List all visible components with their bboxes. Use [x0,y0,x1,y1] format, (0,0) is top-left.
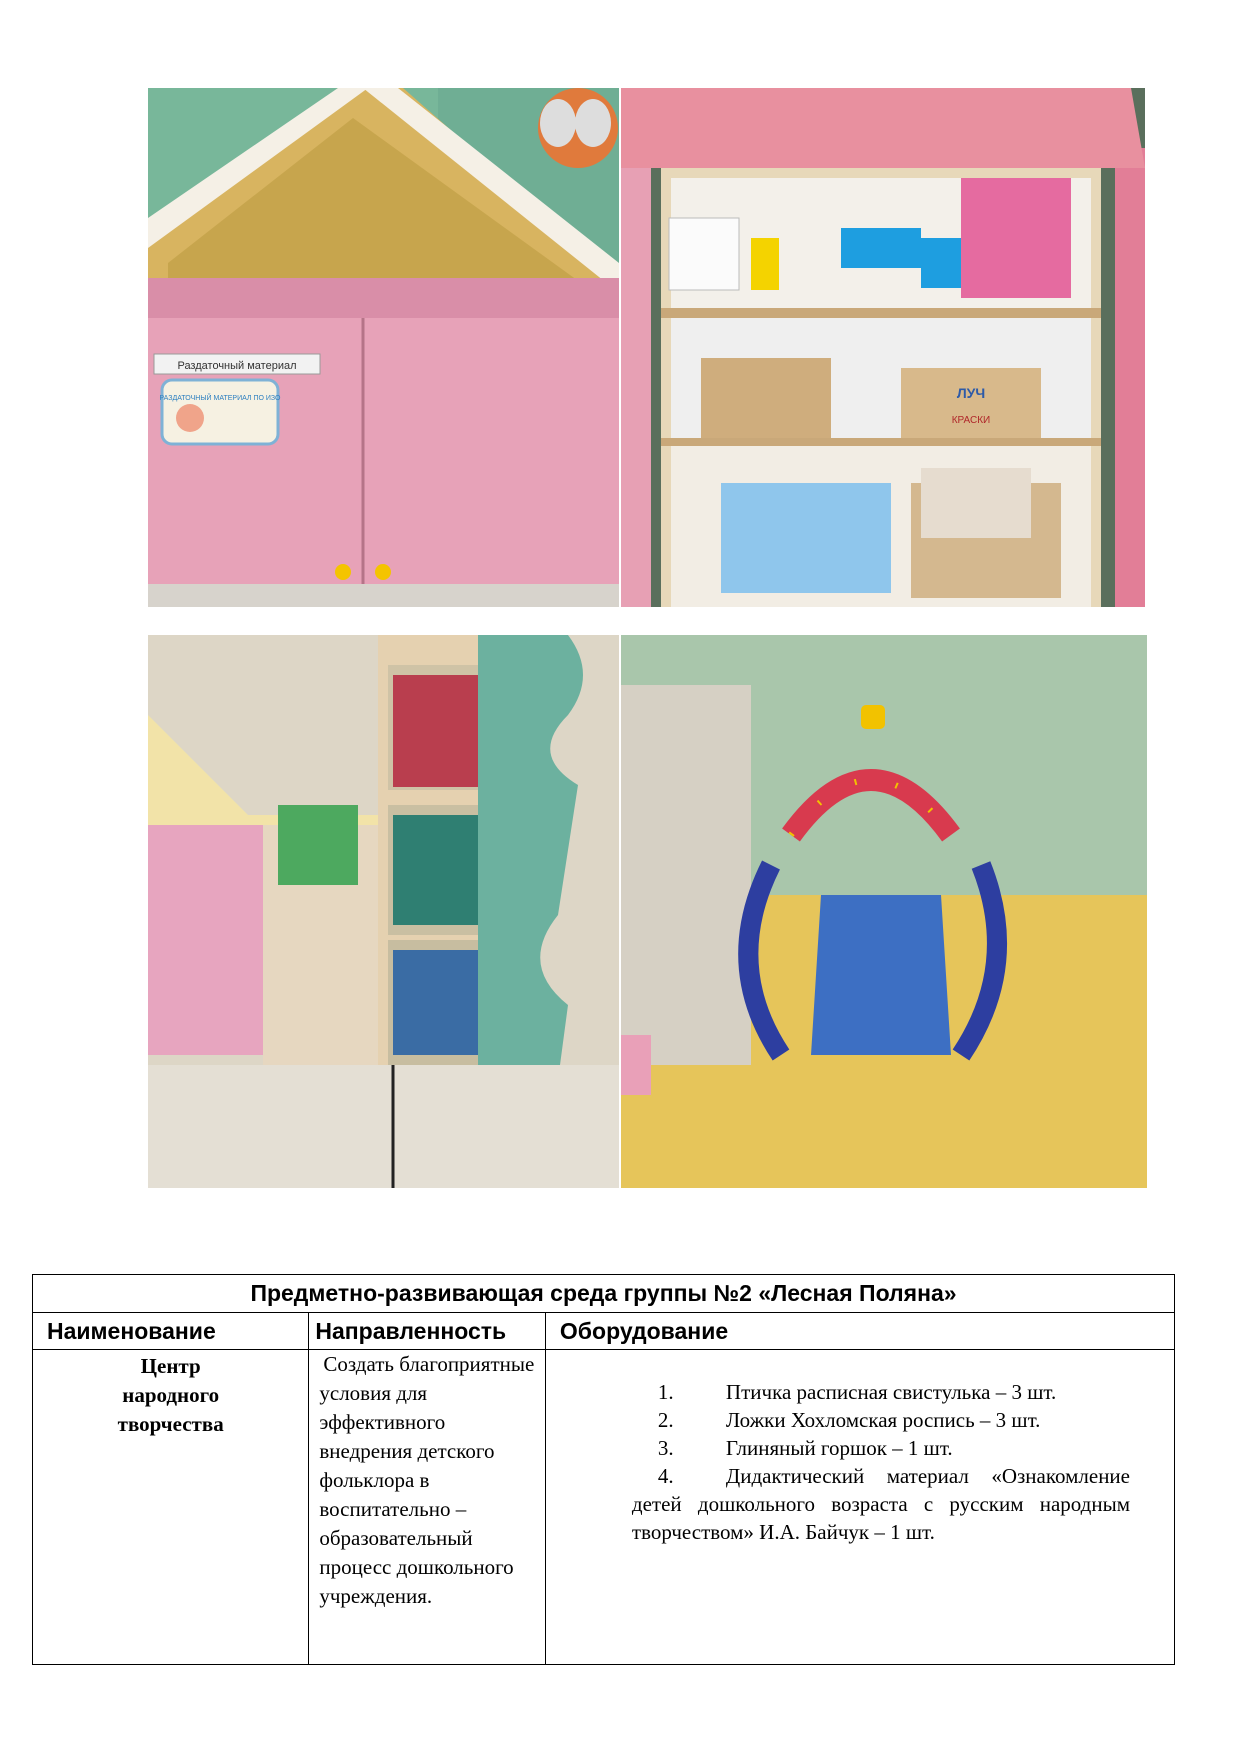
photo-kids-treadmill [621,635,1147,1188]
sticker-text: РАЗДАТОЧНЫЙ МАТЕРИАЛ ПО ИЗО [159,395,281,402]
header-equipment: Оборудование [545,1313,1174,1350]
list-item: 3. Глиняный горшок – 1 шт. [657,1436,953,1460]
row-equipment [545,1350,1174,1665]
row-name: Центр народного творчества [33,1350,309,1665]
table-caption: Предметно-развивающая среда группы №2 «Лесная Поляна» [33,1275,1175,1313]
list-item: 2. Ложки Хохломская роспись – 3 шт. [657,1408,1041,1432]
row-direction: Создать благоприятные условия для эффективного внедрения детского фольклора в воспитательно – образовательный процесс дошкольного учреждения. [309,1350,546,1665]
list-item: 1. Птичка расписная свистулька – 3 шт. [657,1380,1057,1404]
photo-art-supplies-cupboard [621,88,1145,607]
header-name: Наименование [33,1313,309,1350]
box-brand: ЛУЧ [956,385,986,401]
photo-bookshelf [148,635,619,1188]
box-subtitle: КРАСКИ [951,415,991,426]
environment-table [32,1274,1175,1665]
table-row [33,1350,1175,1665]
photo-pink-cabinet-house [148,88,619,607]
list-item: 4. Дидактический материал «Ознакомление детей дошкольного возраста с русским народным творчеством» И.А. Байчук – 1 шт. [631,1464,1130,1544]
sign-label: Раздаточный материал [177,360,297,372]
header-direction: Направленность [309,1313,546,1350]
